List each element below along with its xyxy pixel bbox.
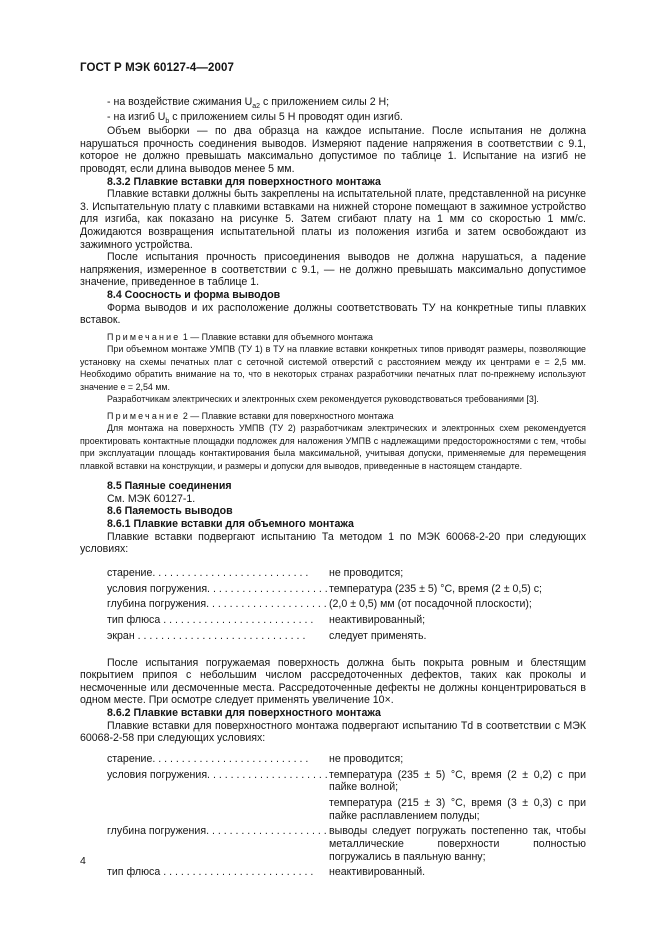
paragraph-test-ta: Плавкие вставки подвергают испытанию Та методом 1 по МЭК 60068-2-20 при следующих условиях:	[80, 530, 586, 556]
note-2-title: Примечание 2 — Плавкие вставки для поверхностного монтажа	[107, 410, 394, 421]
section-heading-8-5: 8.5 Паяные соединения	[107, 480, 232, 493]
condition-row: тип флюса . . . . . . . . . . . . . . . . . . . . . . . . . . неактивированный.	[107, 866, 426, 879]
section-heading-8-6-1: 8.6.1 Плавкие вставки для объемного монтажа	[107, 517, 354, 530]
conditions-list-2	[80, 753, 586, 879]
note-1-title: Примечание 1 — Плавкие вставки для объемного монтажа	[107, 331, 373, 342]
condition-row: условия погружения. . . . . . . . . . . . . . . . . . . . . температура (235 ± 5) °С, время (2 ± 0,2) с при пайке волной;	[107, 768, 586, 794]
paragraph-lead-form: Форма выводов и их расположение должны соответствовать ТУ на конкретные типы плавких вставок.	[80, 301, 586, 327]
section-heading-8-4: 8.4 Соосность и форма выводов	[107, 288, 281, 301]
section-heading-8-6-2: 8.6.2 Плавкие вставки для поверхностного монтажа	[107, 707, 381, 720]
paragraph-test-td: Плавкие вставки для поверхностного монтажа подвергают испытанию Td в соответствии с МЭК 60068-2-58 при следующих условиях:	[80, 719, 586, 745]
section-heading-8-6: 8.6 Паяемость выводов	[107, 505, 233, 518]
paragraph-sample-size: Объем выборки — по два образца на каждое испытание. После испытания не должна нарушаться прочность соединения выводов. Измеряют падение напряжения в соответствии с 9.1, которое не должно превышать максимально допустимое по таблице 1. Испытание на изгиб не проводят, если длина выводов менее 5 мм.	[80, 125, 586, 175]
condition-row: экран . . . . . . . . . . . . . . . . . . . . . . . . . . . . . следует применять.	[107, 629, 427, 642]
document-body	[80, 96, 586, 882]
condition-row: глубина погружения. . . . . . . . . . . . . . . . . . . . . (2,0 ± 0,5) мм (от посадочной плоскости);	[107, 598, 532, 611]
page-number: 4	[80, 855, 86, 867]
paragraph-after-immersion: После испытания погружаемая поверхность должна быть покрыта ровным и блестящим покрытием припоя с небольшим числом рассредоточенных дефектов, таких как проколы и несмоченные или десмоченные места. Рассредоточенные дефекты не должны концентрироваться в одном месте. При осмотре следует применять увеличение 10×.	[80, 656, 586, 707]
condition-row: глубина погружения. . . . . . . . . . . . . . . . . . . . . выводы следует погружать постепенно так, чтобы металлические поверхности полностью погружались в паяльную ванну;	[107, 825, 586, 863]
section-heading-8-3-2: 8.3.2 Плавкие вставки для поверхностного монтажа	[107, 175, 381, 188]
paragraph-see-iec: См. МЭК 60127-1.	[107, 492, 196, 505]
condition-row: температура (215 ± 3) °С, время (3 ± 0,3) с при пайке расплавлением полуды;	[329, 796, 586, 822]
document-header: ГОСТ Р МЭК 60127-4—2007	[80, 62, 234, 74]
note-1-text: При объемном монтаже УМПВ (ТУ 1) в ТУ на плавкие вставки конкретных типов приводят размеры, позволяющие установку на схемы печатных плат с сеточной системой отверстий с расстоянием между их центрами e = 2,5 мм. Необходимо обратить внимание на то, что в некоторых странах разработчики печатных плат по-прежнему используют значение e = 2,54 мм.	[80, 344, 586, 392]
paragraph-test-board: Плавкие вставки должны быть закреплены на испытательной плате, представленной на рисунке 3. Испытательную плату с плавкими вставками на нижней стороне помещают в зажимное устройство для изгиба, как показано на рисунке 5. Затем сгибают плату на 1 мм со скоростью 1 мм/с. Дожидаются возвращения испытательной платы из положения изгиба и затем освобождают из зажимного устройства.	[80, 188, 586, 251]
paragraph-after-test: После испытания прочность присоединения выводов не должна нарушаться, а падение напряжения, измеренное в соответствии с 9.1, — не должно превышать максимально допустимое значение, приведенное в таблице 1.	[80, 251, 586, 289]
condition-row: старение. . . . . . . . . . . . . . . . . . . . . . . . . . . не проводится;	[107, 752, 404, 765]
note-2-text: Для монтажа на поверхность УМПВ (ТУ 2) разработчикам электрических и электронных схем рекомендуется проектировать контактные площадки подложек для наложения УМПВ с надлежащими предосторожностями с тем, чтобы при эксплуатации площадь контактирования была максимальной, учитывая допуски, применяемые для перемещения плавкой вставки на конструкции, и размеры и допуски для выводов, приведенные в настоящем стандарте.	[80, 423, 586, 471]
note-1	[80, 331, 586, 473]
list-item-bend: - на изгиб $U_b$ с приложением силы 5 Н проводят один изгиб.	[107, 110, 403, 125]
list-item-compression: - на воздействие сжимания $U_{a2}$ с приложением силы 2 Н;	[107, 96, 390, 110]
note-1-reference: Разработчикам электрических и электронных схем рекомендуется руководствоваться требованиями [3].	[107, 394, 539, 405]
condition-row: старение. . . . . . . . . . . . . . . . . . . . . . . . . . . не проводится;	[107, 566, 404, 579]
conditions-list-1	[80, 567, 586, 643]
condition-row: условия погружения. . . . . . . . . . . . . . . . . . . . . температура (235 ± 5) °С, время (2 ± 0,5) с;	[107, 582, 542, 595]
condition-row: тип флюса . . . . . . . . . . . . . . . . . . . . . . . . . . неактивированный;	[107, 614, 426, 627]
